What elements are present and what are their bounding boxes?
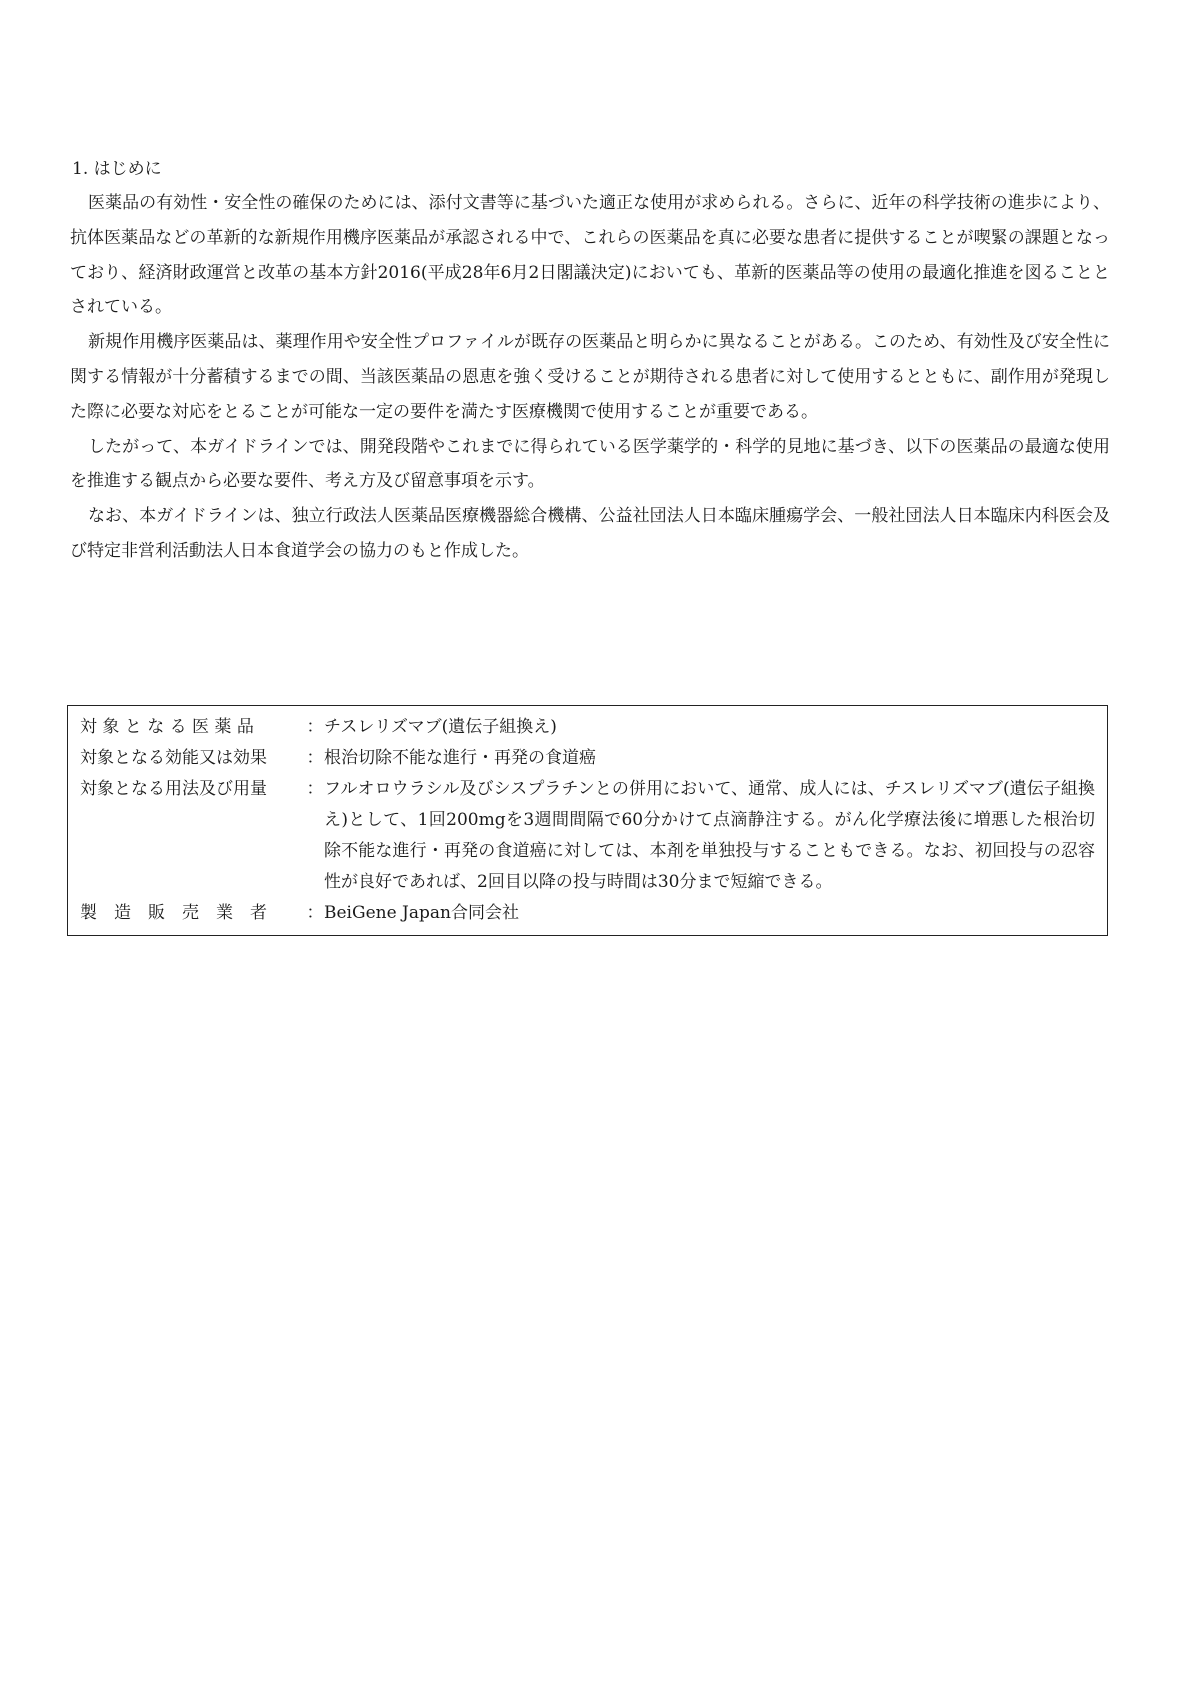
info-colon: ： xyxy=(306,748,324,768)
info-colon: ： xyxy=(306,779,324,799)
paragraph: なお、本ガイドラインは、独立行政法人医薬品医療機器総合機構、公益社団法人日本臨床腫瘍学会、一般社団法人日本臨床内科医会及び特定非営利活動法人日本食道学会の協力のもと作成した。 xyxy=(70,506,1110,561)
info-label: 対象となる効能又は効果 xyxy=(80,748,267,768)
info-colon: ： xyxy=(306,717,324,737)
drug-info-box xyxy=(67,705,1108,936)
info-colon: ： xyxy=(306,903,324,923)
section-heading: 1. はじめに xyxy=(72,159,162,179)
info-value: BeiGene Japan合同会社 xyxy=(324,903,519,923)
info-value: 根治切除不能な進行・再発の食道癌 xyxy=(324,748,596,768)
info-row-dosage xyxy=(80,774,1095,898)
info-row-target-drug xyxy=(80,712,1095,743)
info-value: チスレリズマブ(遺伝子組換え) xyxy=(324,717,557,737)
info-label: 対象となる用法及び用量 xyxy=(80,779,267,799)
paragraph: 新規作用機序医薬品は、薬理作用や安全性プロファイルが既存の医薬品と明らかに異なることがある。このため、有効性及び安全性に関する情報が十分蓄積するまでの間、当該医薬品の恩恵を強く受けることが期待される患者に対して使用するとともに、副作用が発現した際に必要な対応をとることが可能な一定の要件を満たす医療機関で使用することが重要である。 xyxy=(70,332,1110,422)
paragraph: したがって、本ガイドラインでは、開発段階やこれまでに得られている医学薬学的・科学的見地に基づき、以下の医薬品の最適な使用を推進する観点から必要な要件、考え方及び留意事項を示す。 xyxy=(70,436,1110,492)
info-row-indication xyxy=(80,743,1095,774)
info-row-manufacturer xyxy=(80,898,1095,929)
info-label: 対 象 と な る 医 薬 品 xyxy=(80,717,254,737)
info-label: 製 造 販 売 業 者 xyxy=(80,903,267,923)
info-value: フルオロウラシル及びシスプラチンとの併用において、通常、成人には、チスレリズマブ(遺伝子組換え)として、1回200mgを3週間間隔で60分かけて点滴静注する。がん化学療法後に増悪した根治切除不能な進行・再発の食道癌に対しては、本剤を単独投与することもできる。なお、初回投与の忍容性が良好であれば、2回目以降の投与時間は30分まで短縮できる。 xyxy=(324,779,1095,892)
paragraph: 医薬品の有効性・安全性の確保のためには、添付文書等に基づいた適正な使用が求められる。さらに、近年の科学技術の進歩により、抗体医薬品などの革新的な新規作用機序医薬品が承認される中で、これらの医薬品を真に必要な患者に提供することが喫緊の課題となっており、経済財政運営と改革の基本方針2016(平成28年6月2日閣議決定)においても、革新的医薬品等の使用の最適化推進を図ることとされている。 xyxy=(70,193,1110,318)
introduction-section xyxy=(70,152,1110,569)
